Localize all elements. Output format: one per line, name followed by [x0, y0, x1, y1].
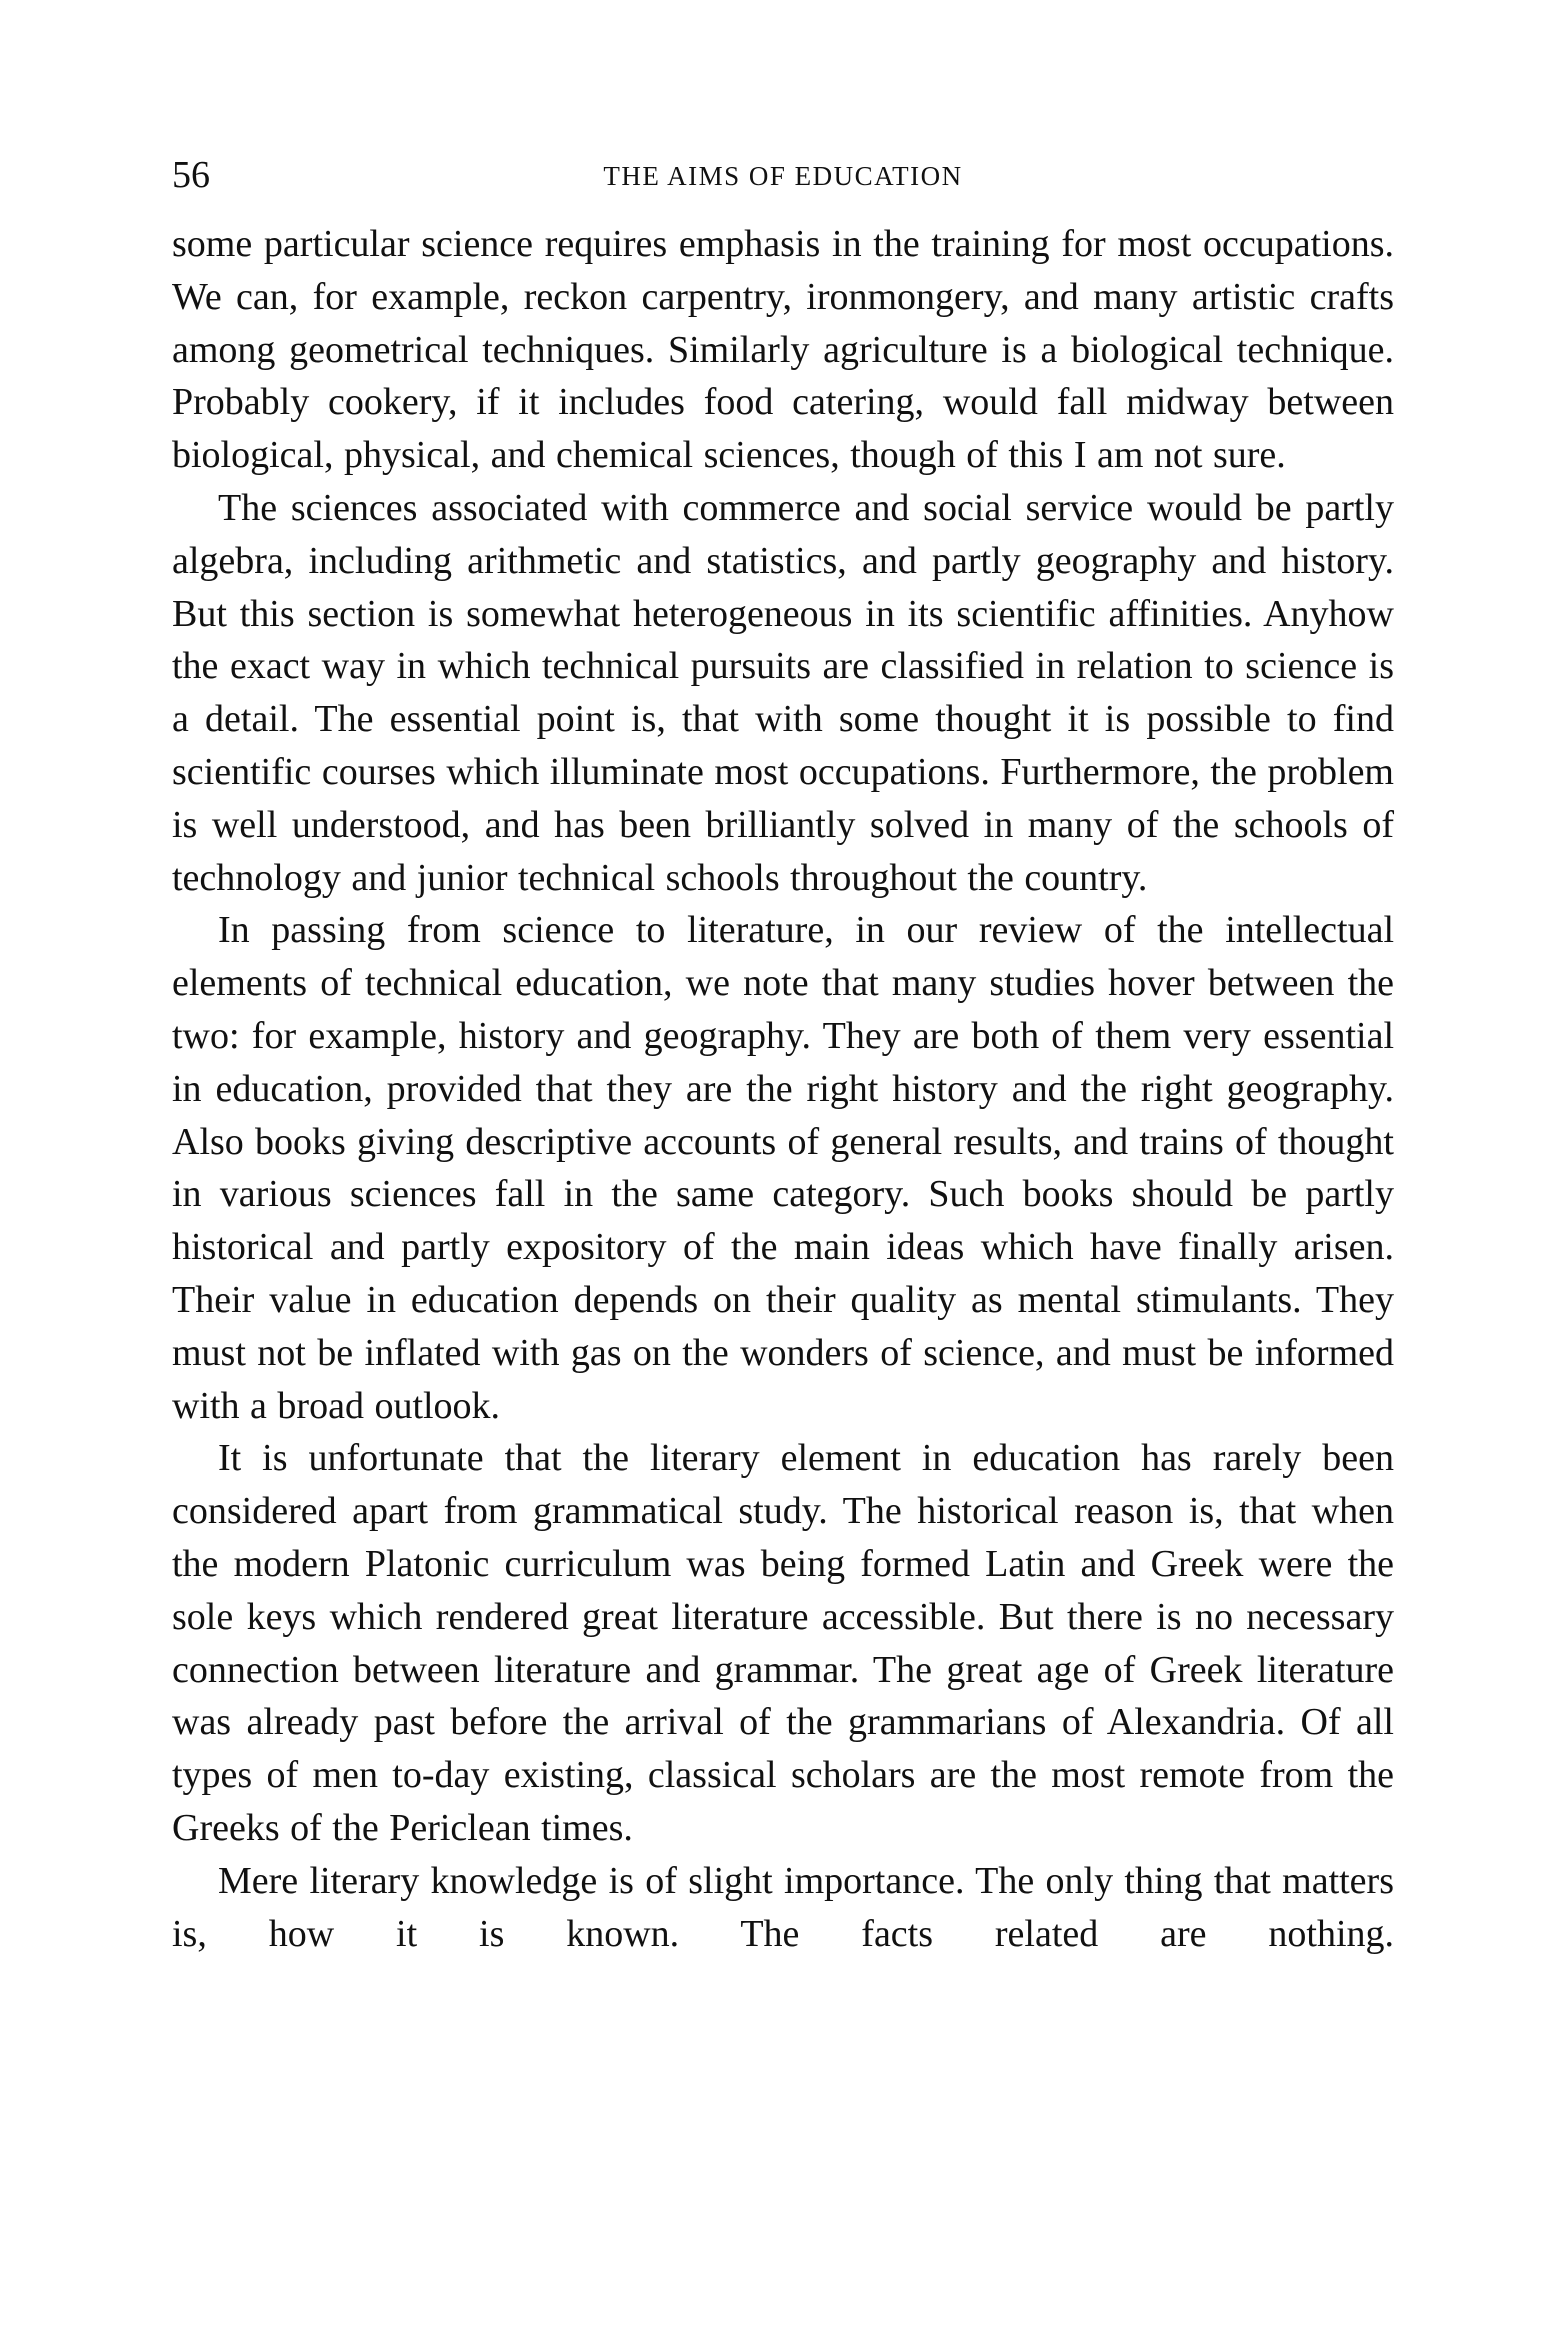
body-text: [172, 218, 1394, 1960]
paragraph-3: In passing from science to literature, in our review of the intellectual elements of technical education, we note that many studies hover between the two: for example, history and geography. They are both of them very essential in education, provided that they are the right history and the right geography. Also books giving descriptive accounts of general results, and trains of thought in various sciences fall in the same category. Such books should be partly historical and partly expository of the main ideas which have finally arisen. Their value in education depends on their quality as mental stimulants. They must not be inflated with gas on the wonders of science, and must be informed with a broad outlook.: [172, 909, 1394, 1427]
running-head: [172, 150, 1394, 210]
paragraph-5: Mere literary knowledge is of slight importance. The only thing that matters is, how it is known. The facts related are nothing.: [172, 1859, 1394, 1955]
book-page: [172, 150, 1394, 1960]
page-number: 56: [172, 154, 210, 196]
paragraph-2: The sciences associated with commerce and social service would be partly algebra, including arithmetic and statistics, and partly geography and history. But this section is somewhat heterogeneous in its scientific affinities. Anyhow the exact way in which technical pursuits are classified in relation to science is a detail. The essential point is, that with some thought it is possible to find scientific courses which illuminate most occupations. Furthermore, the problem is well understood, and has been brilliantly solved in many of the schools of technology and junior technical schools throughout the country.: [172, 486, 1394, 899]
paragraph-4: It is unfortunate that the literary element in education has rarely been considered apart from grammatical study. The historical reason is, that when the modern Platonic curriculum was being formed Latin and Greek were the sole keys which rendered great literature accessible. But there is no necessary connection between literature and grammar. The great age of Greek literature was already past before the arrival of the grammarians of Alexandria. Of all types of men to-day existing, classical scholars are the most remote from the Greeks of the Periclean times.: [172, 1437, 1394, 1849]
running-title: THE AIMS OF EDUCATION: [603, 161, 963, 191]
paragraph-1: some particular science requires emphasis in the training for most occupations. We can, for example, reckon carpentry, ironmongery, and many artistic crafts among geometrical techniques. Similarly agriculture is a biological technique. Probably cookery, if it includes food catering, would fall midway between biological, physical, and chemical sciences, though of this I am not sure.: [172, 223, 1394, 477]
